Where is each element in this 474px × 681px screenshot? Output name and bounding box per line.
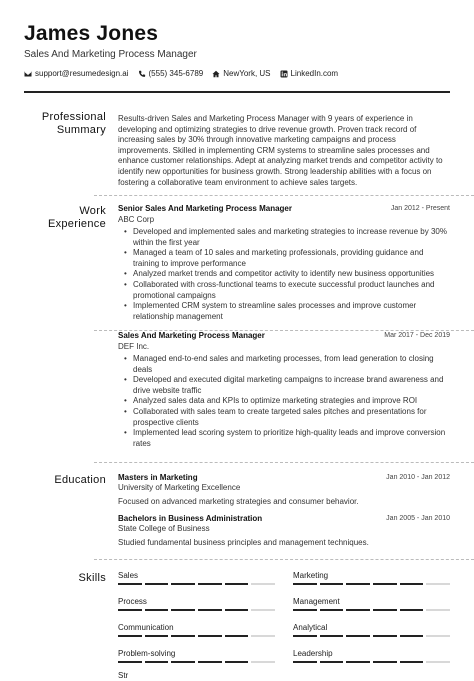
skill-level-segment [145,609,169,611]
contact-linkedin[interactable] [280,69,339,79]
skill-level-segment [225,609,249,611]
job-bullet: • Managed a team of 10 sales and marketing professionals, providing guidance and training to improve performance [118,248,450,269]
skills-grid [118,571,450,663]
skill-level-segment [251,609,275,611]
job-entry [118,331,450,449]
skill-level-segment [373,609,397,611]
skill-item [118,649,275,663]
skill-level-segment [225,583,249,585]
education-dates: Jan 2005 - Jan 2010 [386,515,450,522]
job-bullet: • Analyzed sales data and KPIs to optimize marketing strategies and improve ROI [118,396,450,407]
experience-heading: Work Experience [47,205,106,230]
skill-label: Leadership [293,649,333,658]
skill-level-bar [293,635,450,637]
contact-location [212,69,270,79]
job-bullet: • Implemented lead scoring system to prioritize high-quality leads and improve conversion rates [118,428,450,449]
skill-level-segment [198,609,222,611]
skill-level-segment [320,609,344,611]
skill-level-segment [225,661,249,663]
education-description: Studied fundamental business principles and management techniques. [118,538,369,547]
contact-phone[interactable] [138,69,204,79]
skill-level-segment [320,583,344,585]
skill-level-segment [373,583,397,585]
job-bullet: • Collaborated with sales team to create targeted sales pitches and presentations for prospective clients [118,407,450,428]
skill-level-segment [145,635,169,637]
skill-level-segment [118,609,142,611]
skill-level-segment [293,583,317,585]
skill-level-bar [118,661,275,663]
skills-heading: Skills [78,572,106,584]
skill-level-bar [118,609,275,611]
skill-level-segment [118,661,142,663]
skill-level-segment [171,583,195,585]
skill-item [293,571,450,585]
skill-level-segment [426,583,450,585]
degree-title: Bachelors in Business Administration [118,514,263,523]
skill-label: Management [293,597,340,606]
section-divider [94,462,474,463]
skill-level-segment [198,635,222,637]
skill-item [293,649,450,663]
skill-item [118,597,275,611]
job-dates: Mar 2017 - Dec 2019 [384,332,450,339]
education-heading: Education [54,474,106,486]
skill-level-segment [198,583,222,585]
education-entry [118,473,450,507]
skill-level-segment [400,635,424,637]
skill-level-bar [293,583,450,585]
job-title: Senior Sales And Marketing Process Manager [118,204,292,213]
section-divider [94,195,474,196]
summary-text: Results-driven Sales and Marketing Process Manager with 9 years of experience in developing and optimizing strategies to drive revenue growth. Proven track record of increasing sales by 30% through innovative marketing campaigns and process improvements. Skilled in implementing CRM systems to streamline sales processes and enhance customer relationships. Adept at analyzing market trends and competitor activity to identify new opportunities for business growth. Strong leadership abilities with a focus on fostering a collaborative team environment to achieve sales targets. [118,114,443,187]
skill-level-segment [118,635,142,637]
section-divider [94,559,474,560]
skill-label: Sales [118,571,139,580]
home-icon [212,70,220,78]
job-bullet: • Developed and implemented sales and marketing strategies to increase revenue by 30% within the first year [118,227,450,248]
header-divider [24,91,450,93]
skill-level-segment [400,583,424,585]
skill-level-segment [373,661,397,663]
job-entry [118,204,450,322]
skill-level-segment [346,583,370,585]
job-bullet: • Analyzed market trends and competitor activity to identify new business opportunities [118,269,450,280]
skill-level-segment [198,661,222,663]
skill-item [118,571,275,585]
candidate-name: James Jones [24,22,159,45]
resume-header [24,22,450,79]
education-dates: Jan 2010 - Jan 2012 [386,474,450,481]
location-text: NewYork, US [223,69,271,78]
skill-level-segment [373,635,397,637]
skill-label-partial: Str [118,671,129,680]
skill-level-segment [225,635,249,637]
skill-level-bar [293,661,450,663]
skill-level-segment [346,661,370,663]
skill-level-segment [145,583,169,585]
skill-level-segment [426,661,450,663]
skill-level-segment [118,583,142,585]
linkedin-icon [280,70,288,78]
job-bullet: • Collaborated with cross-functional teams to execute successful product launches and promotional campaigns [118,280,450,301]
phone-icon [138,70,146,78]
skill-label: Process [118,597,147,606]
skill-level-bar [293,609,450,611]
job-bullet: • Implemented CRM system to streamline sales processes and improve customer relationship management [118,301,450,322]
contact-row [24,69,450,79]
skill-level-segment [346,635,370,637]
skill-level-segment [426,635,450,637]
job-title: Sales And Marketing Process Manager [118,331,265,340]
skill-item [118,623,275,637]
skill-level-bar [118,635,275,637]
job-bullet: • Developed and executed digital marketing campaigns to increase brand awareness and drive website traffic [118,375,450,396]
skill-level-segment [426,609,450,611]
education-description: Focused on advanced marketing strategies and consumer behavior. [118,497,359,506]
contact-email[interactable] [24,69,129,79]
email-text: support@resumedesign.ai [35,69,129,78]
skill-label: Problem-solving [118,649,176,658]
job-bullets [118,354,450,449]
skill-level-segment [293,661,317,663]
skill-level-segment [145,661,169,663]
skill-level-bar [118,583,275,585]
skill-level-segment [171,635,195,637]
skill-item [293,623,450,637]
skill-level-segment [346,609,370,611]
skill-level-segment [251,635,275,637]
candidate-role: Sales And Marketing Process Manager [24,49,197,60]
skill-level-segment [171,609,195,611]
skill-level-segment [293,635,317,637]
phone-text: (555) 345-6789 [148,69,204,78]
skill-label: Marketing [293,571,329,580]
skill-item [293,597,450,611]
summary-heading: Professional Summary [41,111,106,136]
skill-level-segment [293,609,317,611]
skill-level-segment [251,583,275,585]
job-bullet: • Managed end-to-end sales and marketing processes, from lead generation to closing deals [118,354,450,375]
skill-level-segment [320,635,344,637]
linkedin-text: LinkedIn.com [290,69,339,78]
skill-label: Communication [118,623,174,632]
job-company: ABC Corp [118,215,155,224]
skill-level-segment [400,609,424,611]
school-name: University of Marketing Excellence [118,483,241,492]
job-bullets [118,227,450,322]
envelope-icon [24,70,32,78]
job-dates: Jan 2012 - Present [390,205,450,212]
school-name: State College of Business [118,524,210,533]
skill-level-segment [251,661,275,663]
skill-level-segment [320,661,344,663]
job-company: DEF Inc. [118,342,150,351]
skill-level-segment [400,661,424,663]
skill-label: Analytical [293,623,328,632]
skill-level-segment [171,661,195,663]
education-entry [118,514,450,548]
degree-title: Masters in Marketing [118,473,198,482]
